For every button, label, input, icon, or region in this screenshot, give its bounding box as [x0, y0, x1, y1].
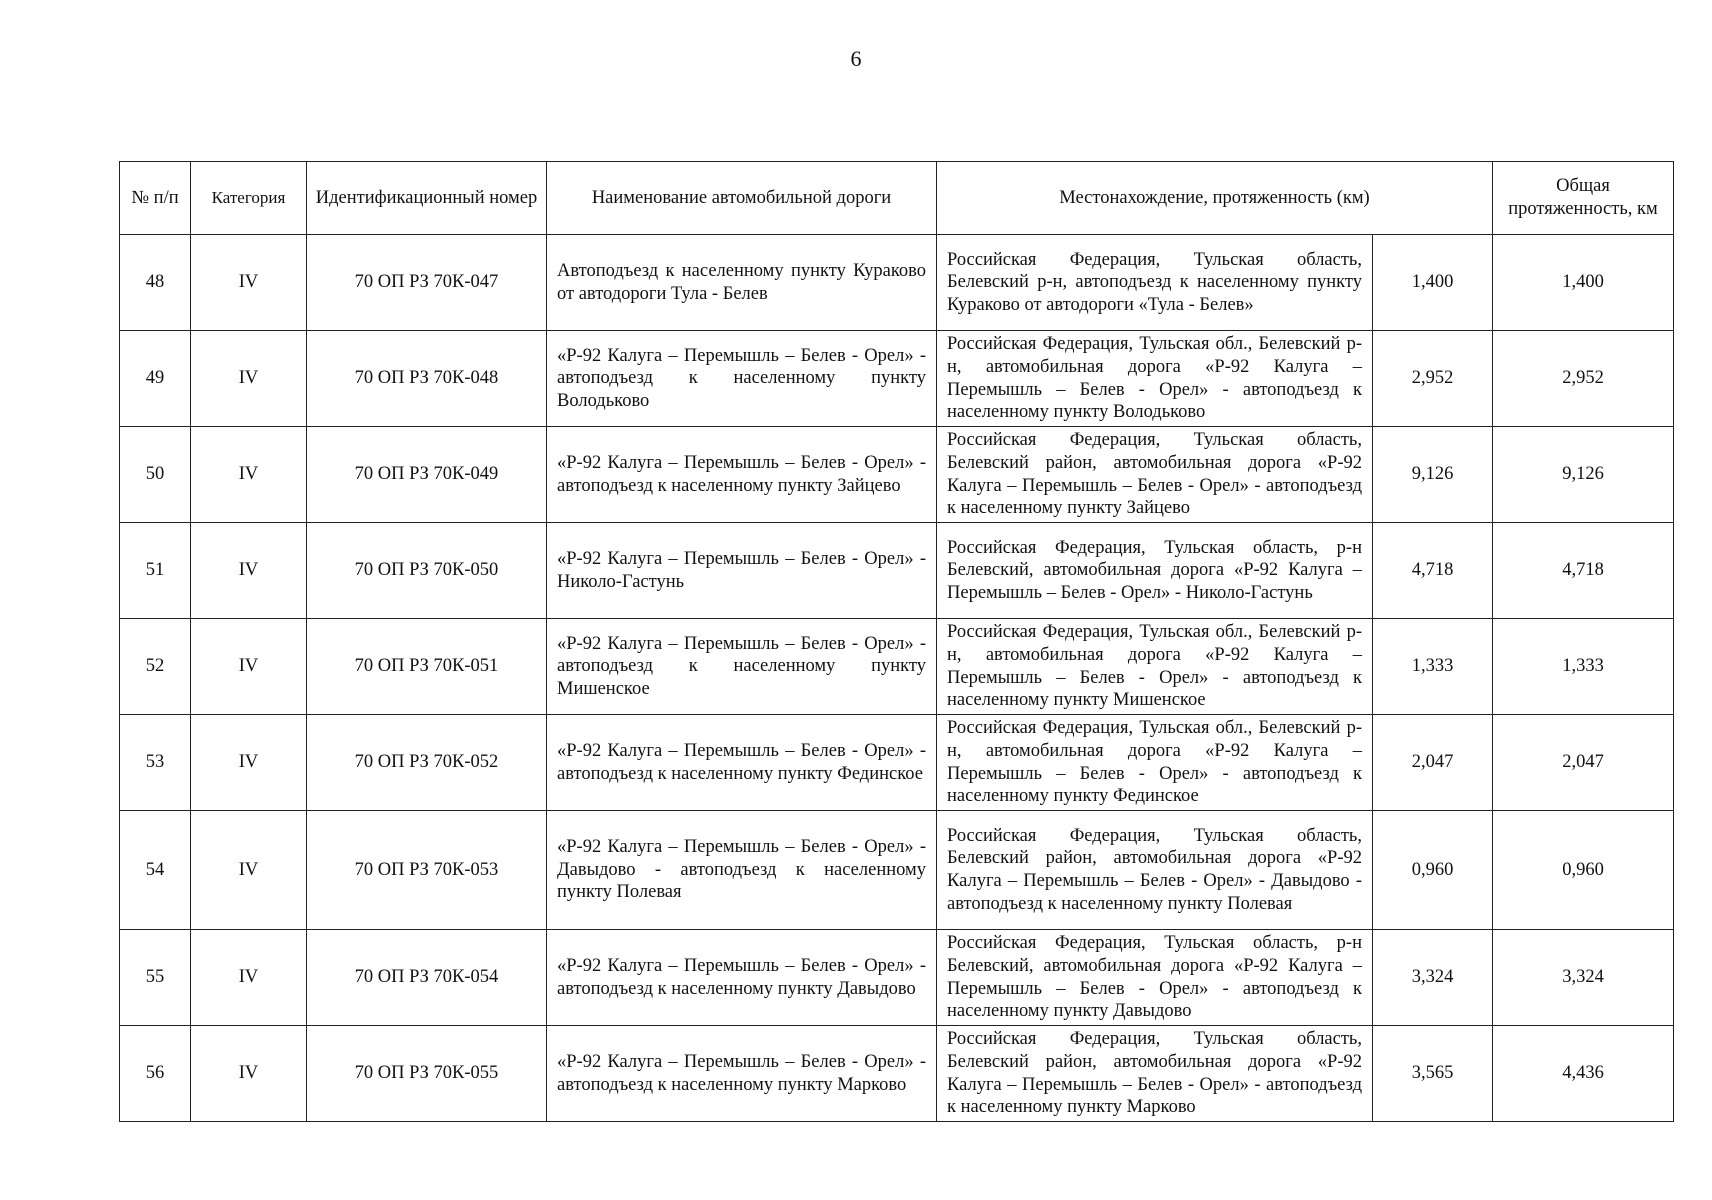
- row-total: 2,047: [1493, 715, 1674, 811]
- row-road-name: «Р-92 Калуга – Перемышль – Белев - Орел» - автоподъезд к населенному пункту Давыдово: [547, 930, 937, 1026]
- row-length: 2,047: [1373, 715, 1493, 811]
- row-total: 0,960: [1493, 811, 1674, 930]
- row-category: IV: [191, 811, 307, 930]
- row-id: 70 ОП РЗ 70К-051: [307, 619, 547, 715]
- row-category: IV: [191, 523, 307, 619]
- row-num: 49: [120, 331, 191, 427]
- row-id: 70 ОП РЗ 70К-049: [307, 427, 547, 523]
- table-row: [120, 619, 1674, 715]
- row-road-name: «Р-92 Калуга – Перемышль – Белев - Орел» - автоподъезд к населенному пункту Марково: [547, 1026, 937, 1122]
- row-total: 9,126: [1493, 427, 1674, 523]
- row-road-name: «Р-92 Калуга – Перемышль – Белев - Орел» - автоподъезд к населенному пункту Зайцево: [547, 427, 937, 523]
- row-num: 48: [120, 235, 191, 331]
- row-id: 70 ОП РЗ 70К-055: [307, 1026, 547, 1122]
- row-location: Российская Федерация, Тульская область, р-н Белевский, автомобильная дорога «Р-92 Калуга – Перемышль – Белев - Орел» - автоподъезд к населенному пункту Давыдово: [937, 930, 1373, 1026]
- row-length: 2,952: [1373, 331, 1493, 427]
- table-row: [120, 715, 1674, 811]
- header-category: Категория: [191, 162, 307, 235]
- row-total: 4,718: [1493, 523, 1674, 619]
- row-category: IV: [191, 619, 307, 715]
- row-road-name: «Р-92 Калуга – Перемышль – Белев - Орел» - автоподъезд к населенному пункту Володьково: [547, 331, 937, 427]
- row-length: 0,960: [1373, 811, 1493, 930]
- table-row: [120, 811, 1674, 930]
- header-id: Идентификационный номер: [307, 162, 547, 235]
- row-category: IV: [191, 235, 307, 331]
- row-total: 1,333: [1493, 619, 1674, 715]
- row-category: IV: [191, 1026, 307, 1122]
- row-num: 50: [120, 427, 191, 523]
- row-location: Российская Федерация, Тульская область, Белевский район, автомобильная дорога «Р-92 Калуга – Перемышль – Белев - Орел» - автоподъезд к населенному пункту Зайцево: [937, 427, 1373, 523]
- table-row: [120, 331, 1674, 427]
- header-total: Общая протяженность, км: [1493, 162, 1674, 235]
- row-road-name: «Р-92 Калуга – Перемышль – Белев - Орел» - автоподъезд к населенному пункту Мишенское: [547, 619, 937, 715]
- row-location: Российская Федерация, Тульская обл., Белевский р-н, автомобильная дорога «Р-92 Калуга – Перемышль – Белев - Орел» - автоподъезд к населенному пункту Володьково: [937, 331, 1373, 427]
- table-row: [120, 1026, 1674, 1122]
- roads-table: [119, 161, 1674, 1122]
- row-id: 70 ОП РЗ 70К-054: [307, 930, 547, 1026]
- row-total: 1,400: [1493, 235, 1674, 331]
- row-category: IV: [191, 427, 307, 523]
- header-location: Местонахождение, протяженность (км): [937, 162, 1493, 235]
- table-row: [120, 427, 1674, 523]
- row-length: 3,565: [1373, 1026, 1493, 1122]
- row-id: 70 ОП РЗ 70К-048: [307, 331, 547, 427]
- page-number: 6: [850, 46, 862, 71]
- row-id: 70 ОП РЗ 70К-052: [307, 715, 547, 811]
- row-total: 4,436: [1493, 1026, 1674, 1122]
- row-category: IV: [191, 930, 307, 1026]
- row-length: 3,324: [1373, 930, 1493, 1026]
- table-row: [120, 930, 1674, 1026]
- row-id: 70 ОП РЗ 70К-050: [307, 523, 547, 619]
- row-num: 52: [120, 619, 191, 715]
- row-length: 4,718: [1373, 523, 1493, 619]
- row-length: 1,333: [1373, 619, 1493, 715]
- row-num: 55: [120, 930, 191, 1026]
- table-row: [120, 523, 1674, 619]
- header-num: № п/п: [120, 162, 191, 235]
- row-category: IV: [191, 715, 307, 811]
- row-num: 53: [120, 715, 191, 811]
- table-row: [120, 235, 1674, 331]
- row-num: 51: [120, 523, 191, 619]
- row-location: Российская Федерация, Тульская область, Белевский р-н, автоподъезд к населенному пункту Кураково от автодороги «Тула - Белев»: [937, 235, 1373, 331]
- row-location: Российская Федерация, Тульская обл., Белевский р-н, автомобильная дорога «Р-92 Калуга – Перемышль – Белев - Орел» - автоподъезд к населенному пункту Фединское: [937, 715, 1373, 811]
- row-length: 1,400: [1373, 235, 1493, 331]
- row-total: 3,324: [1493, 930, 1674, 1026]
- table-header-row: [120, 162, 1674, 235]
- row-road-name: «Р-92 Калуга – Перемышль – Белев - Орел» - Николо-Гастунь: [547, 523, 937, 619]
- header-name: Наименование автомобильной дороги: [547, 162, 937, 235]
- row-total: 2,952: [1493, 331, 1674, 427]
- row-location: Российская Федерация, Тульская обл., Белевский р-н, автомобильная дорога «Р-92 Калуга – Перемышль – Белев - Орел» - автоподъезд к населенному пункту Мишенское: [937, 619, 1373, 715]
- row-location: Российская Федерация, Тульская область, р-н Белевский, автомобильная дорога «Р-92 Калуга – Перемышль – Белев - Орел» - Николо-Гастунь: [937, 523, 1373, 619]
- row-road-name: «Р-92 Калуга – Перемышль – Белев - Орел» - автоподъезд к населенному пункту Фединское: [547, 715, 937, 811]
- row-category: IV: [191, 331, 307, 427]
- row-road-name: «Р-92 Калуга – Перемышль – Белев - Орел» - Давыдово - автоподъезд к населенному пункту Полевая: [547, 811, 937, 930]
- row-length: 9,126: [1373, 427, 1493, 523]
- row-id: 70 ОП РЗ 70К-047: [307, 235, 547, 331]
- row-location: Российская Федерация, Тульская область, Белевский район, автомобильная дорога «Р-92 Калуга – Перемышль – Белев - Орел» - автоподъезд к населенному пункту Марково: [937, 1026, 1373, 1122]
- row-num: 56: [120, 1026, 191, 1122]
- row-road-name: Автоподъезд к населенному пункту Кураково от автодороги Тула - Белев: [547, 235, 937, 331]
- row-id: 70 ОП РЗ 70К-053: [307, 811, 547, 930]
- row-location: Российская Федерация, Тульская область, Белевский район, автомобильная дорога «Р-92 Калуга – Перемышль – Белев - Орел» - Давыдово - автоподъезд к населенному пункту Полевая: [937, 811, 1373, 930]
- row-num: 54: [120, 811, 191, 930]
